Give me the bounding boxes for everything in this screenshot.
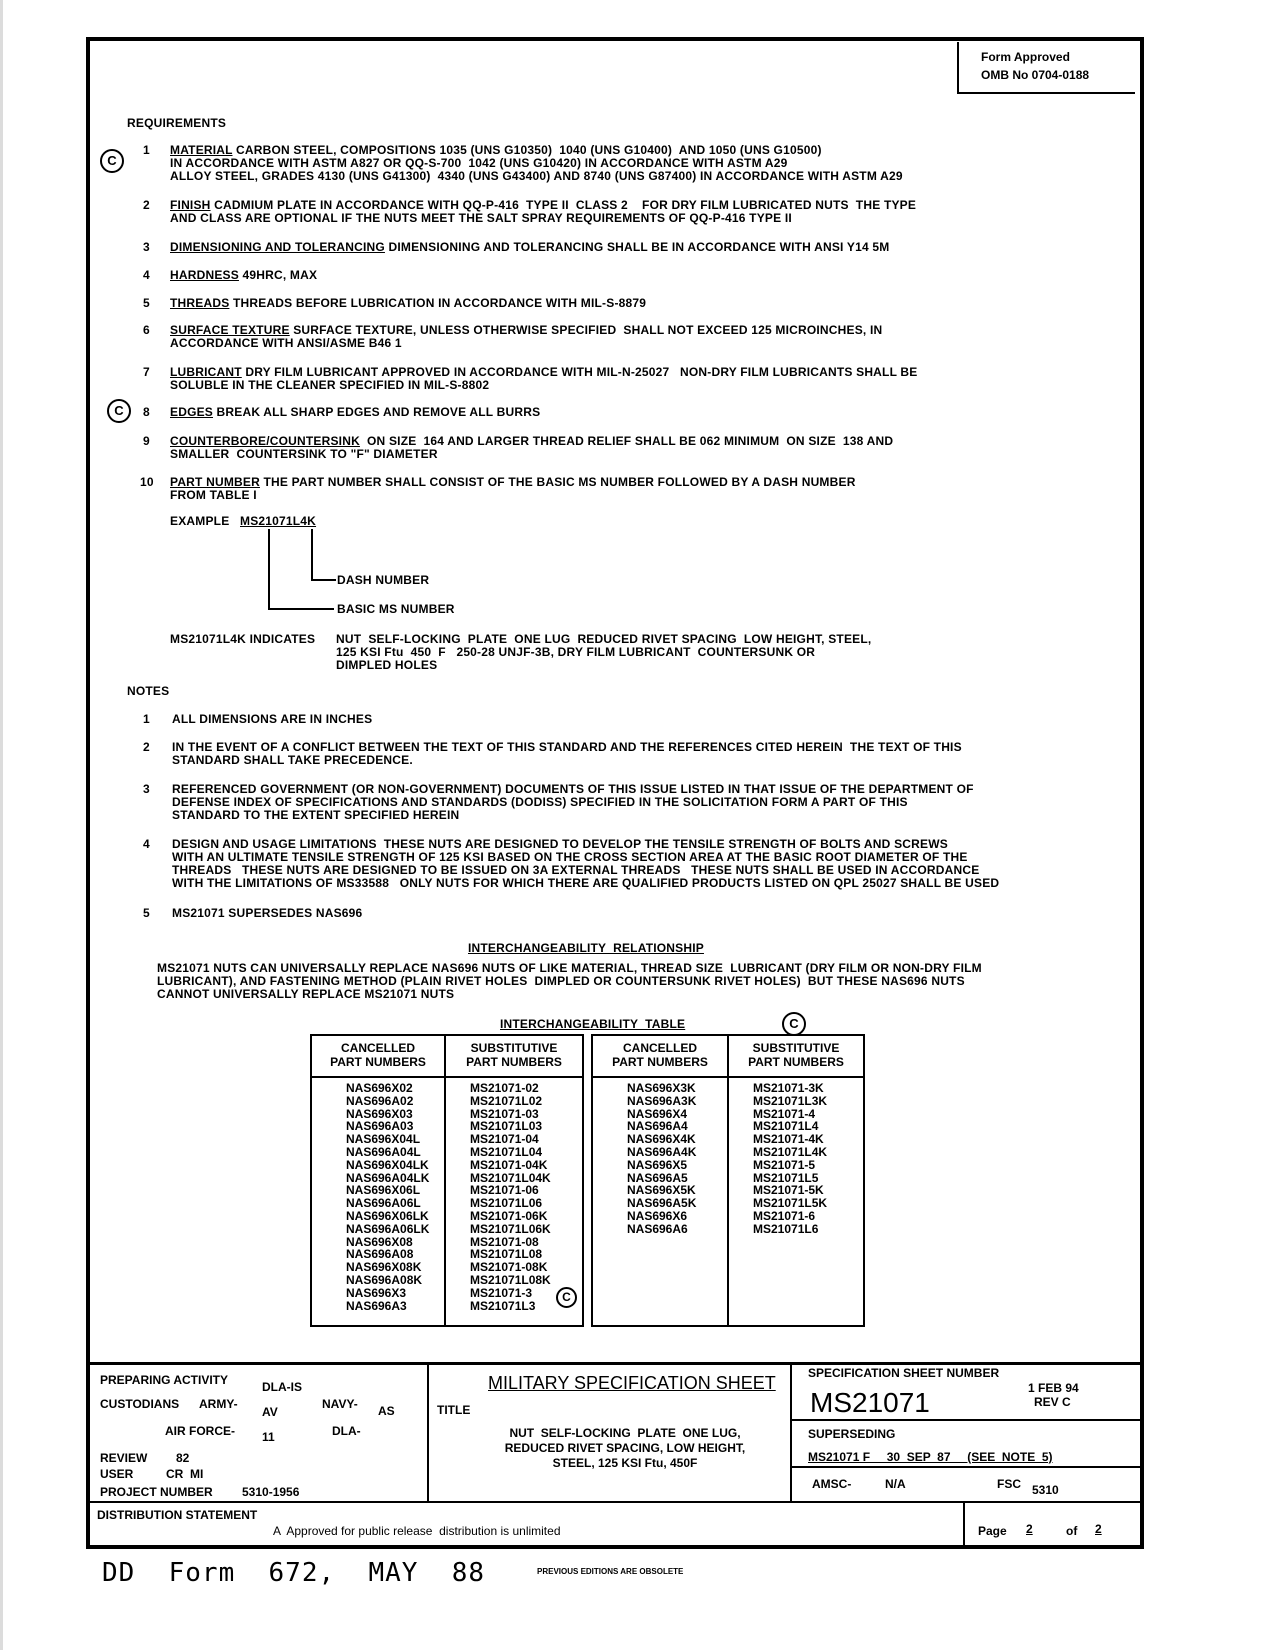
title-block-divider [963,1501,965,1549]
interchangeability-heading: INTERCHANGEABILITY RELATIONSHIP [468,941,704,955]
req-title: THREADS [170,296,230,310]
req-6-text [170,323,882,337]
req-line: ALLOY STEEL, GRADES 4130 (UNS G41300) 4340 (UNS G43400) AND 8740 (UNS G87400) IN ACCORDANCE WITH ASTM A29 [170,169,903,183]
table-cell: MS21071-08 [470,1234,539,1249]
superseding-label: SUPERSEDING [808,1427,896,1441]
column-header [312,1036,444,1069]
table-cell: NAS696X08K [346,1260,422,1275]
req-line: SOLUBLE IN THE CLEANER SPECIFIED IN MIL-S-8802 [170,378,490,392]
table-cell: NAS696A02 [346,1093,414,1108]
req-line: ACCORDANCE WITH ANSI/ASME B46 1 [170,336,402,350]
req-line: SURFACE TEXTURE, UNLESS OTHERWISE SPECIFIED SHALL NOT EXCEED 125 MICROINCHES, IN [289,323,883,337]
note-line: IN THE EVENT OF A CONFLICT BETWEEN THE TEXT OF THIS STANDARD AND THE REFERENCES CITED HEREIN THE TEXT OF THIS [172,740,962,754]
cancelled-column [312,1036,446,1325]
table-cell: MS21071-06 [470,1183,539,1198]
req-title: PART NUMBER [170,475,260,489]
custodians-label: CUSTODIANS [100,1397,180,1411]
table-cell: MS21071L06 [470,1196,543,1211]
table-cell: MS21071-3 [470,1285,533,1300]
dash-number-label: DASH NUMBER [337,573,430,587]
table-cell: MS21071L5 [753,1170,819,1185]
spec-sheet-number-label: SPECIFICATION SHEET NUMBER [808,1366,1000,1380]
req-title: EDGES [170,405,214,419]
req-num: 9 [143,434,150,448]
table-cell: MS21071-4 [753,1106,816,1121]
table-cell: MS21071L08K [470,1272,551,1287]
table-cell: MS21071-5 [753,1157,816,1172]
table-cell: MS21071L06K [470,1221,551,1236]
review-label: REVIEW [100,1451,148,1465]
cancelled-list [593,1082,727,1236]
header-rule [446,1076,582,1078]
table-cell: NAS696X5 [627,1157,688,1172]
req-num: 2 [143,198,150,212]
table-cell: MS21071L4 [753,1119,819,1134]
req-line: ON SIZE 164 AND LARGER THREAD RELIEF SHALL BE 062 MINIMUM ON SIZE 138 AND [359,434,894,448]
req-8-text [170,405,540,419]
table-cell: MS21071-5K [753,1183,824,1198]
air-force-label: AIR FORCE- [165,1424,235,1438]
header-line: PART NUMBERS [748,1055,844,1069]
interchangeability-line: LUBRICANT), AND FASTENING METHOD (PLAIN RIVET HOLES DIMPLED OR COUNTERSUNK RIVET HOLES) BUT THESE NAS696 NUTS [157,974,965,988]
interchangeability-table-left [310,1034,584,1327]
req-title: LUBRICANT [170,365,242,379]
interchangeability-table-right [591,1034,865,1327]
table-cell: NAS696X08 [346,1234,413,1249]
table-cell: MS21071-06K [470,1208,548,1223]
table-cell: NAS696X06LK [346,1208,429,1223]
requirements-heading: REQUIREMENTS [127,116,227,130]
table-cell: NAS696X04L [346,1132,421,1147]
req-num: 3 [143,240,150,254]
table-cell: NAS696X03 [346,1106,413,1121]
amsc-label: AMSC- [812,1477,852,1491]
req-title: COUNTERBORE/COUNTERSINK [170,434,360,448]
table-cell: NAS696A04LK [346,1170,430,1185]
note-line: STANDARD SHALL TAKE PRECEDENCE. [172,753,413,767]
table-cell: MS21071L4K [753,1144,828,1159]
table-cell: MS21071-3K [753,1081,824,1095]
preparing-activity-value: DLA-IS [262,1380,302,1394]
req-line: DRY FILM LUBRICANT APPROVED IN ACCORDANCE WITH MIL-N-25027 NON-DRY FILM LUBRICANTS SHALL BE [241,365,918,379]
page-total: 2 [1095,1522,1102,1536]
army-label: ARMY- [199,1397,238,1411]
table-cell: MS21071L08 [470,1247,543,1262]
header-rule [593,1076,727,1078]
req-line: DIMENSIONING AND TOLERANCING SHALL BE IN ACCORDANCE WITH ANSI Y14 5M [384,240,890,254]
note-line: STANDARD TO THE EXTENT SPECIFIED HEREIN [172,808,460,822]
table-cell: NAS696X3 [346,1285,407,1300]
leader-line [311,579,336,581]
table-cell: MS21071-08K [470,1260,548,1275]
req-num: 8 [143,405,150,419]
distribution-label: DISTRIBUTION STATEMENT [97,1508,258,1522]
navy-value: AS [378,1404,395,1418]
title-block-divider [790,1362,792,1502]
req-10-text [170,475,856,489]
note-num: 3 [143,782,150,796]
table-cell: MS21071-03 [470,1106,539,1121]
substitutive-list [446,1082,582,1312]
req-line: AND CLASS ARE OPTIONAL IF THE NUTS MEET THE SALT SPRAY REQUIREMENTS OF QQ-P-416 TYPE II [170,211,792,225]
req-2-text [170,198,916,212]
req-7-text [170,365,918,379]
req-4-text [170,268,317,282]
req-num: 7 [143,365,150,379]
req-line: FROM TABLE I [170,488,257,502]
header-line: SUBSTITUTIVE [470,1041,558,1055]
preparing-activity-label: PREPARING ACTIVITY [100,1373,229,1387]
note-line: MS21071 SUPERSEDES NAS696 [172,906,363,920]
superseding-value: MS21071 F 30 SEP 87 (SEE NOTE 5) [808,1450,1053,1464]
table-cell: NAS696A5K [627,1196,697,1211]
column-header [446,1036,582,1069]
req-num: 6 [143,323,150,337]
table-cell: MS21071L04K [470,1170,551,1185]
dd-form-label: DD Form 672, MAY 88 [102,1558,486,1588]
req-num: 4 [143,268,150,282]
req-line: THREADS BEFORE LUBRICATION IN ACCORDANCE WITH MIL-S-8879 [229,296,647,310]
table-cell: NAS696A3K [627,1093,697,1108]
fsc-value: 5310 [1032,1483,1059,1497]
page-left-edge [0,0,3,1650]
notes-heading: NOTES [127,684,170,698]
title-block-rule [790,1466,1144,1468]
table-cell: NAS696A5 [627,1170,688,1185]
title-line: NUT SELF-LOCKING PLATE ONE LUG, [509,1426,741,1440]
change-mark-icon: C [100,149,124,173]
change-mark-icon: C [556,1287,577,1308]
omb-number: OMB No 0704-0188 [981,68,1090,82]
req-line: BREAK ALL SHARP EDGES AND REMOVE ALL BURRS [213,405,541,419]
table-cell: MS21071L5K [753,1196,828,1211]
table-cell: MS21071-4K [753,1132,824,1147]
req-title: SURFACE TEXTURE [170,323,290,337]
cancelled-list [312,1082,444,1312]
spec-revision: REV C [1034,1395,1071,1409]
army-value: AV [262,1405,278,1419]
project-number-label: PROJECT NUMBER [100,1485,213,1499]
basic-ms-number-label: BASIC MS NUMBER [337,602,455,616]
amsc-value: N/A [885,1477,906,1491]
table-cell: NAS696A3 [346,1298,407,1313]
header-line: PART NUMBERS [330,1055,426,1069]
table-cell: NAS696A06LK [346,1221,430,1236]
title-block-rule [790,1419,1144,1421]
title-block-top-rule [86,1362,1144,1365]
indicates-line: 125 KSI Ftu 450 F 250-28 UNJF-3B, DRY FILM LUBRICANT COUNTERSUNK OR [336,645,816,659]
substitutive-column [729,1036,863,1325]
header-line: PART NUMBERS [612,1055,708,1069]
table-cell: MS21071L02 [470,1093,543,1108]
fsc-label: FSC [997,1477,1021,1491]
table-cell: NAS696X06L [346,1183,421,1198]
table-cell: NAS696X4K [627,1132,696,1147]
note-line: DESIGN AND USAGE LIMITATIONS THESE NUTS ARE DESIGNED TO DEVELOP THE TENSILE STRENGTH OF BOLTS AND SCREWS [172,837,948,851]
title-block-bottom-rule [86,1501,1144,1503]
req-3-text [170,240,889,254]
header-line: CANCELLED [341,1041,415,1055]
column-header [729,1036,863,1069]
table-cell: NAS696X3K [627,1081,696,1095]
req-title: FINISH [170,198,211,212]
table-cell: NAS696X5K [627,1183,696,1198]
header-line: PART NUMBERS [466,1055,562,1069]
note-num: 2 [143,740,150,754]
table-cell: NAS696A03 [346,1119,414,1134]
req-title: MATERIAL [170,143,233,157]
project-number-value: 5310-1956 [242,1485,300,1499]
leader-line [268,608,334,610]
req-line: CADMIUM PLATE IN ACCORDANCE WITH QQ-P-416 TYPE II CLASS 2 FOR DRY FILM LUBRICATED NUTS THE TYPE [210,198,917,212]
req-1-text [170,143,822,157]
header-rule [729,1076,863,1078]
table-cell: NAS696A4K [627,1144,697,1159]
req-num: 10 [140,475,154,489]
distribution-text: A Approved for public release distribution is unlimited [273,1524,561,1538]
header-line: CANCELLED [623,1041,697,1055]
leader-line [268,529,270,609]
table-cell: NAS696X4 [627,1106,688,1121]
req-num: 1 [143,143,150,157]
table-cell: NAS696A6 [627,1221,688,1236]
req-line: CARBON STEEL, COMPOSITIONS 1035 (UNS G10350) 1040 (UNS G10400) AND 1050 (UNS G10500) [232,143,822,157]
req-num: 5 [143,296,150,310]
table-cell: NAS696A04L [346,1144,421,1159]
title-block-divider [427,1362,429,1502]
spec-number: MS21071 [810,1387,930,1418]
indicates-lead: MS21071L4K INDICATES [170,632,316,646]
table-cell: MS21071L3 [470,1298,536,1313]
omb-approval-box [957,42,1135,94]
table-cell: MS21071-6 [753,1208,816,1223]
table-cell: MS21071L6 [753,1221,819,1236]
table-cell: NAS696X04LK [346,1157,429,1172]
change-mark-icon: C [107,399,131,423]
table-cell: NAS696X02 [346,1081,413,1095]
note-num: 4 [143,837,150,851]
page-label: Page [978,1524,1007,1538]
title-line: REDUCED RIVET SPACING, LOW HEIGHT, [504,1441,746,1455]
table-cell: MS21071-04K [470,1157,548,1172]
note-line: WITH THE LIMITATIONS OF MS33588 ONLY NUTS FOR WHICH THERE ARE QUALIFIED PRODUCTS LISTED ON QPL 25027 SHALL BE USED [172,876,1000,890]
note-line: THREADS THESE NUTS ARE DESIGNED TO BE ISSUED ON 3A EXTERNAL THREADS THESE NUTS SHALL BE USED IN ACCORDANCE [172,863,980,877]
navy-label: NAVY- [322,1397,358,1411]
header-line: SUBSTITUTIVE [752,1041,840,1055]
title-line: STEEL, 125 KSI Ftu, 450F [552,1456,698,1470]
spec-date: 1 FEB 94 [1028,1381,1079,1395]
previous-editions-note: PREVIOUS EDITIONS ARE OBSOLETE [537,1567,684,1576]
change-mark-icon: C [782,1012,806,1036]
form-approved-label: Form Approved [981,50,1070,64]
substitutive-column [446,1036,582,1325]
user-label: USER [100,1467,134,1481]
req-5-text [170,296,646,310]
table-cell: MS21071L04 [470,1144,543,1159]
table-cell: NAS696A08K [346,1272,423,1287]
example-label: EXAMPLE [170,514,230,528]
dla-label: DLA- [332,1424,361,1438]
note-num: 1 [143,712,150,726]
header-rule [312,1076,444,1078]
leader-line [311,529,313,580]
table-cell: NAS696A4 [627,1119,688,1134]
air-force-value: 11 [262,1430,275,1444]
req-line: THE PART NUMBER SHALL CONSIST OF THE BASIC MS NUMBER FOLLOWED BY A DASH NUMBER [259,475,856,489]
indicates-line: DIMPLED HOLES [336,658,438,672]
table-cell: NAS696X6 [627,1208,688,1223]
table-cell: MS21071-02 [470,1081,539,1095]
interchangeability-table-title: INTERCHANGEABILITY TABLE [500,1017,686,1031]
cancelled-column [593,1036,729,1325]
note-line: REFERENCED GOVERNMENT (OR NON-GOVERNMENT) DOCUMENTS OF THIS ISSUE LISTED IN THAT ISSUE OF THE DEPARTMENT OF [172,782,974,796]
table-cell: NAS696A06L [346,1196,421,1211]
interchangeability-line: MS21071 NUTS CAN UNIVERSALLY REPLACE NAS696 NUTS OF LIKE MATERIAL, THREAD SIZE LUBRICANT (DRY FILM OR NON-DRY FILM [157,961,982,975]
indicates-line: NUT SELF-LOCKING PLATE ONE LUG REDUCED RIVET SPACING LOW HEIGHT, STEEL, [336,632,872,646]
interchangeability-line: CANNOT UNIVERSALLY REPLACE MS21071 NUTS [157,987,455,1001]
req-line: 49HRC, MAX [238,268,318,282]
review-value: 82 [176,1451,190,1465]
of-label: of [1066,1524,1078,1538]
table-cell: MS21071L3K [753,1093,828,1108]
example-part-number: MS21071L4K [240,514,317,528]
note-line: ALL DIMENSIONS ARE IN INCHES [172,712,373,726]
req-title: DIMENSIONING AND TOLERANCING [170,240,385,254]
substitutive-list [729,1082,863,1236]
table-cell: NAS696A08 [346,1247,414,1262]
note-line: DEFENSE INDEX OF SPECIFICATIONS AND STANDARDS (DODISS) SPECIFIED IN THE SOLICITATION FORM A PART OF THIS [172,795,908,809]
table-cell: MS21071L03 [470,1119,543,1134]
sheet-title: MILITARY SPECIFICATION SHEET [488,1373,776,1393]
column-header [593,1036,727,1069]
req-9-text [170,434,893,448]
title-label: TITLE [437,1403,471,1417]
req-line: IN ACCORDANCE WITH ASTM A827 OR QQ-S-700 1042 (UNS G10420) IN ACCORDANCE WITH ASTM A29 [170,156,788,170]
req-title: HARDNESS [170,268,239,282]
note-line: WITH AN ULTIMATE TENSILE STRENGTH OF 125 KSI BASED ON THE CROSS SECTION AREA AT THE BASIC ROOT DIAMETER OF THE [172,850,968,864]
user-value: CR MI [166,1467,204,1481]
req-line: SMALLER COUNTERSINK TO "F" DIAMETER [170,447,438,461]
page-number: 2 [1026,1522,1033,1536]
note-num: 5 [143,906,150,920]
table-cell: MS21071-04 [470,1132,539,1147]
